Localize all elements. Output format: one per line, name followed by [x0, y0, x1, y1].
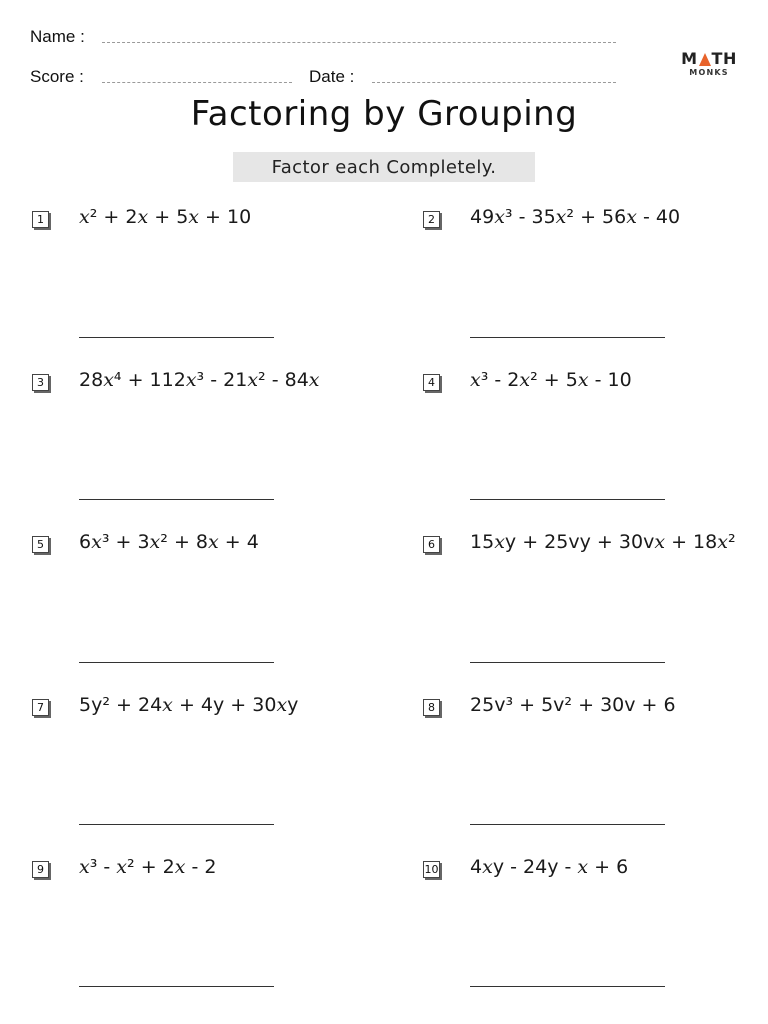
problem-number: 1: [32, 211, 49, 228]
problem-expression: 6x³ + 3x² + 8x + 4: [79, 531, 259, 553]
date-field[interactable]: [372, 82, 616, 83]
answer-line[interactable]: [470, 499, 665, 500]
problem-number: 7: [32, 699, 49, 716]
logo-text-before: M: [681, 49, 698, 68]
logo-subtext: MONKS: [689, 68, 729, 77]
math-monks-logo: [678, 50, 740, 77]
problem-expression: 4xy - 24y - x + 6: [470, 856, 629, 878]
answer-line[interactable]: [470, 337, 665, 338]
date-label: Date :: [309, 67, 355, 86]
instructions-text: Factor each Completely.: [271, 156, 497, 178]
answer-line[interactable]: [79, 499, 274, 500]
logo-text-after: TH: [711, 49, 737, 68]
problem-expression: x³ - 2x² + 5x - 10: [470, 369, 632, 391]
problem-number: 4: [423, 374, 440, 391]
answer-line[interactable]: [79, 337, 274, 338]
problem-number: 10: [424, 863, 439, 876]
problem-expression: 49x³ - 35x² + 56x - 40: [470, 206, 681, 228]
name-label: Name :: [30, 27, 85, 46]
problem-number: 6: [423, 536, 440, 553]
answer-line[interactable]: [79, 986, 274, 987]
problem-expression: x² + 2x + 5x + 10: [79, 206, 252, 228]
score-field[interactable]: [102, 82, 292, 83]
problem-number: 2: [423, 211, 440, 228]
worksheet-title: Factoring by Grouping: [190, 94, 578, 134]
problem-number: 8: [423, 699, 440, 716]
score-label: Score :: [30, 67, 84, 86]
answer-line[interactable]: [470, 986, 665, 987]
logo-triangle-icon: [699, 53, 711, 66]
answer-line[interactable]: [470, 662, 665, 663]
answer-line[interactable]: [79, 824, 274, 825]
problem-number: 9: [32, 861, 49, 878]
answer-line[interactable]: [79, 662, 274, 663]
problem-expression: 25v³ + 5v² + 30v + 6: [470, 694, 676, 716]
problem-expression: 15xy + 25vy + 30vx + 18x²: [470, 531, 736, 553]
problem-expression: x³ - x² + 2x - 2: [79, 856, 217, 878]
problem-number: 3: [32, 374, 49, 391]
problem-number: 5: [32, 536, 49, 553]
problem-expression: 5y² + 24x + 4y + 30xy: [79, 694, 299, 716]
problem-expression: 28x⁴ + 112x³ - 21x² - 84x: [79, 369, 320, 391]
answer-line[interactable]: [470, 824, 665, 825]
instructions-box: [233, 152, 535, 182]
name-field[interactable]: [102, 42, 616, 43]
